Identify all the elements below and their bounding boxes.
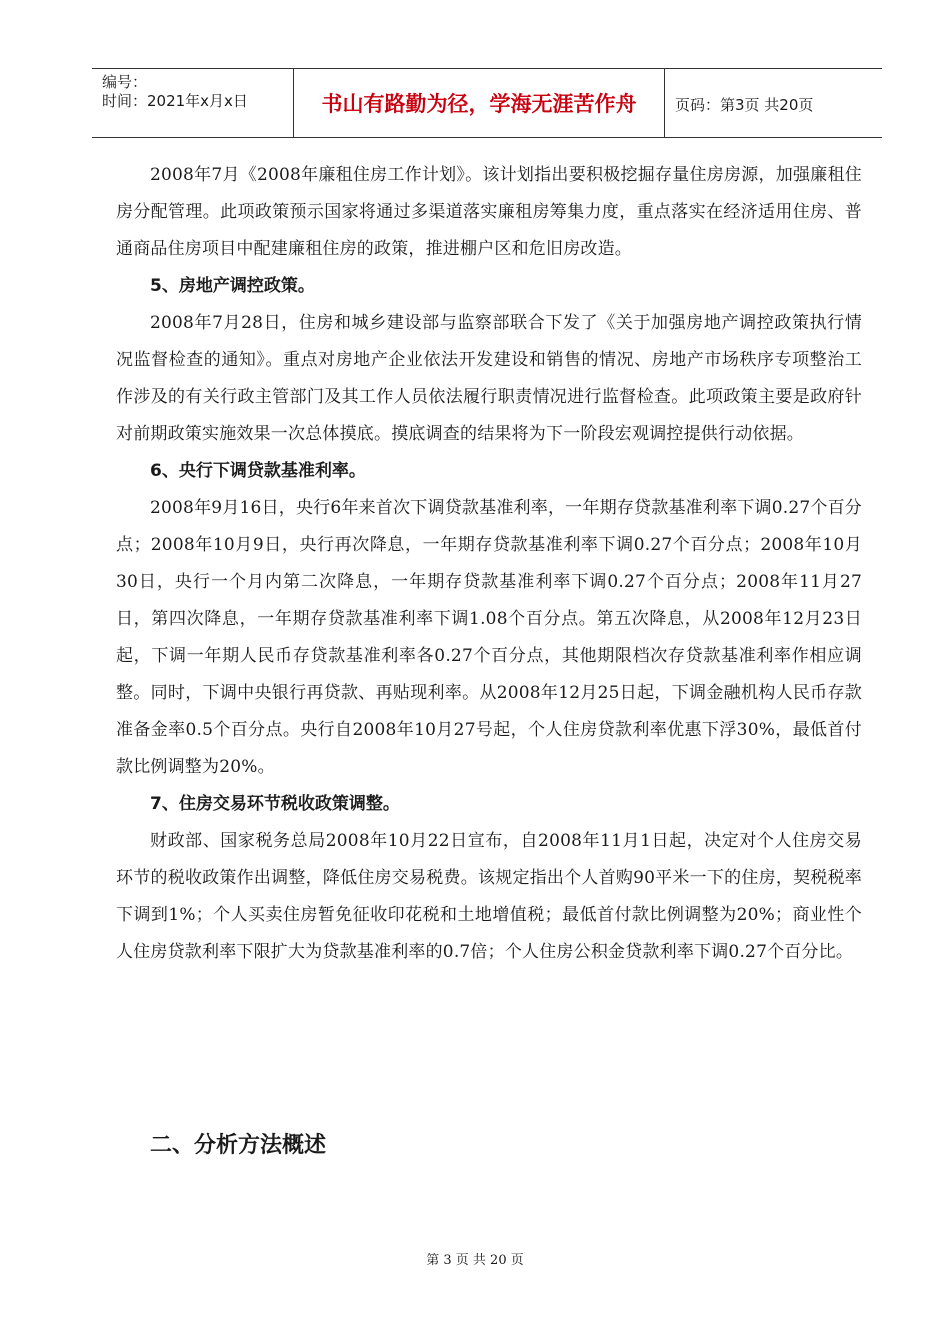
header-number-label: 编号： <box>102 73 148 91</box>
paragraph-6: 2008年9月16日，央行6年来首次下调贷款基准利率，一年期存贷款基准利率下调0.27个百分点；2008年10月9日，央行再次降息，一年期存贷款基准利率下调0.27个百分点；2008年10月30日，央行一个月内第二次降息，一年期存贷款基准利率下调0.27个百分点；2008年11月27日，第四次降息，一年期存贷款基准利率下调1.08个百分点。第五次降息，从2008年12月23日起，下调一年期人民币存贷款基准利率各0.27个百分点，其他期限档次存贷款基准利率作相应调整。同时，下调中央银行再贷款、再贴现利率。从2008年12月25日起，下调金融机构人民币存款准备金率0.5个百分点。央行自2008年10月27号起，个人住房贷款利率优惠下浮30%，最低首付款比例调整为20%。 <box>116 498 862 777</box>
page-footer: 第 3 页 共 20 页 <box>426 1253 524 1268</box>
header-page-label: 页码：第3页 共20页 <box>675 96 814 114</box>
paragraph-7: 财政部、国家税务总局2008年10月22日宣布，自2008年11月1日起，决定对个人住房交易环节的税收政策作出调整，降低住房交易税费。该规定指出个人首购90平米一下的住房，契税税率下调到1%；个人买卖住房暂免征收印花税和土地增值税；最低首付款比例调整为20%；商业性个人住房贷款利率下限扩大为贷款基准利率的0.7倍；个人住房公积金贷款利率下调0.27个百分比。 <box>116 831 862 962</box>
document-body <box>116 157 862 971</box>
heading-5: 5、房地产调控政策。 <box>150 276 315 296</box>
heading-7: 7、住房交易环节税收政策调整。 <box>150 794 400 814</box>
header-left-cell <box>92 69 293 137</box>
heading-6: 6、央行下调贷款基准利率。 <box>150 461 366 481</box>
page-header <box>92 68 882 138</box>
paragraph-5: 2008年7月28日，住房和城乡建设部与监察部联合下发了《关于加强房地产调控政策执行情况监督检查的通知》。重点对房地产企业依法开发建设和销售的情况、房地产市场秩序专项整治工作涉及的有关行政主管部门及其工作人员依法履行职责情况进行监督检查。此项政策主要是政府针对前期政策实施效果一次总体摸底。摸底调查的结果将为下一阶段宏观调控提供行动依据。 <box>116 313 862 444</box>
paragraph-low-rent-plan: 2008年7月《2008年廉租住房工作计划》。该计划指出要积极挖掘存量住房房源，加强廉租住房分配管理。此项政策预示国家将通过多渠道落实廉租房筹集力度，重点落实在经济适用住房、普通商品住房项目中配建廉租住房的政策，推进棚户区和危旧房改造。 <box>116 165 862 259</box>
header-time-label: 时间：2021年x月x日 <box>102 92 248 110</box>
section-title: 二、分析方法概述 <box>150 1133 327 1158</box>
header-motto: 书山有路勤为径，学海无涯苦作舟 <box>293 69 665 137</box>
